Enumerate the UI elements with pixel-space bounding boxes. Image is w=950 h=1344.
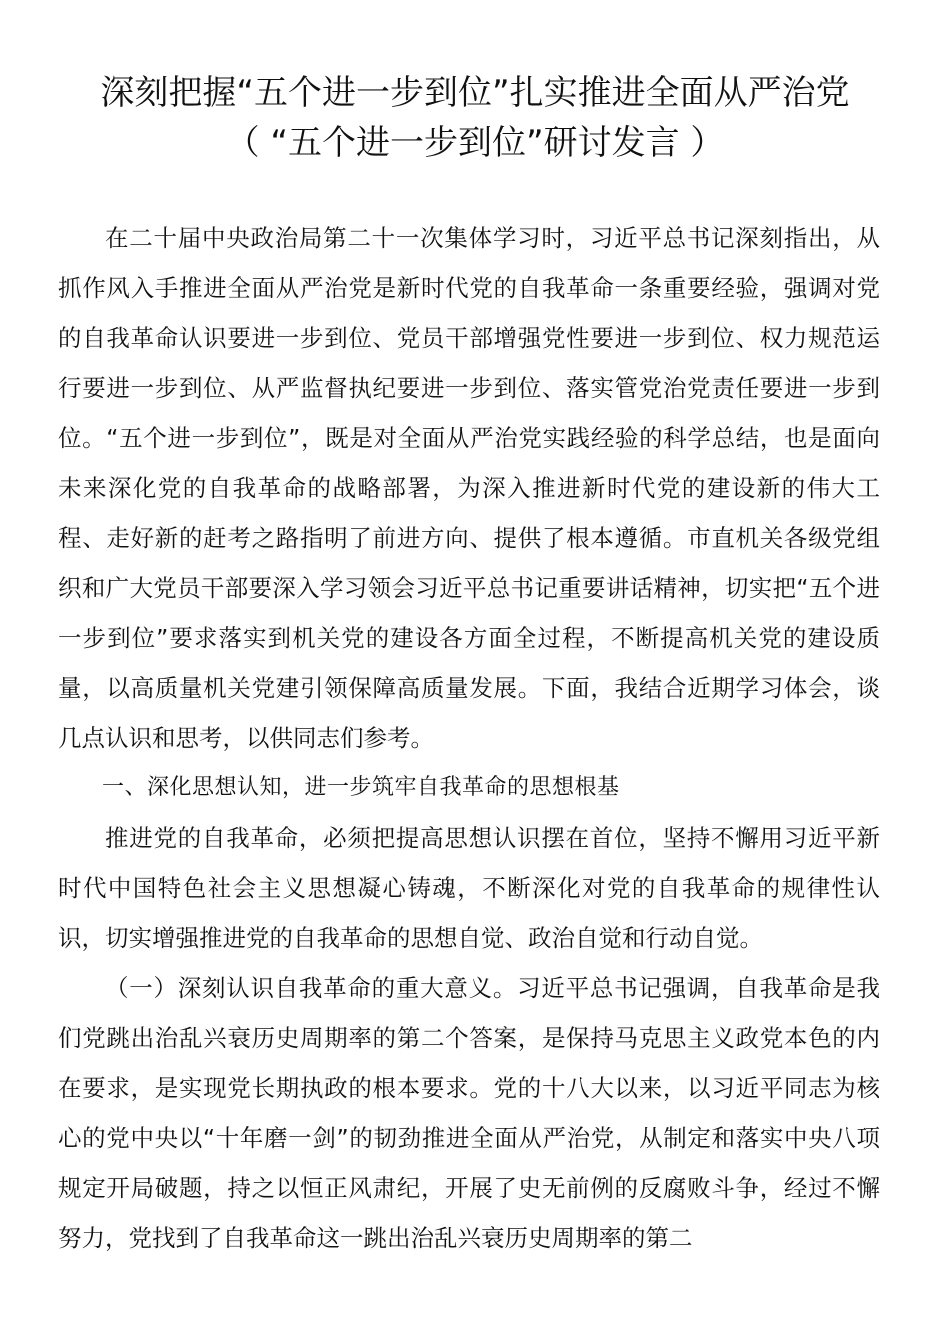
paragraph-section-1: 推进党的自我革命，必须把提高思想认识摆在首位，坚持不懈用习近平新时代中国特色社会主义思想凝心铸魂，不断深化对党的自我革命的规律性认识，切实增强推进党的自我革命的思想自觉、政治自觉和行动自觉。 [58, 824, 880, 952]
document-body [58, 213, 880, 1263]
paragraph-intro: 在二十届中央政治局第二十一次集体学习时，习近平总书记深刻指出，从抓作风入手推进全面从严治党是新时代党的自我革命一条重要经验，强调对党的自我革命认识要进一步到位、党员干部增强党性要进一步到位、权力规范运行要进一步到位、从严监督执纪要进一步到位、落实管党治党责任要进一步到位。“五个进一步到位”，既是对全面从严治党实践经验的科学总结，也是面向未来深化党的自我革命的战略部署，为深入推进新时代党的建设新的伟大工程、走好新的赶考之路指明了前进方向、提供了根本遵循。市直机关各级党组织和广大党员干部要深入学习领会习近平总书记重要讲话精神，切实把“五个进一步到位”要求落实到机关党的建设各方面全过程，不断提高机关党的建设质量，以高质量机关党建引领保障高质量发展。下面，我结合近期学习体会，谈几点认识和思考，以供同志们参考。 [58, 224, 880, 752]
section-heading-1: 一、深化思想认知，进一步筑牢自我革命的思想根基 [102, 775, 620, 800]
document-title [40, 68, 910, 168]
paragraph-subsection-1: （一）深刻认识自我革命的重大意义。习近平总书记强调，自我革命是我们党跳出治乱兴衰历史周期率的第二个答案，是保持马克思主义政党本色的内在要求，是实现党长期执政的根本要求。党的十八大以来，以习近平同志为核心的党中央以“十年磨一剑”的韧劲推进全面从严治党，从制定和落实中央八项规定开局破题，持之以恒正风肃纪，开展了史无前例的反腐败斗争，经过不懈努力，党找到了自我革命这一跳出治乱兴衰历史周期率的第二 [58, 974, 880, 1252]
title-line-2: （ “五个进一步到位”研讨发言 ） [225, 123, 725, 163]
title-line-1: 深刻把握“五个进一步到位”扎实推进全面从严治党 [100, 73, 850, 113]
